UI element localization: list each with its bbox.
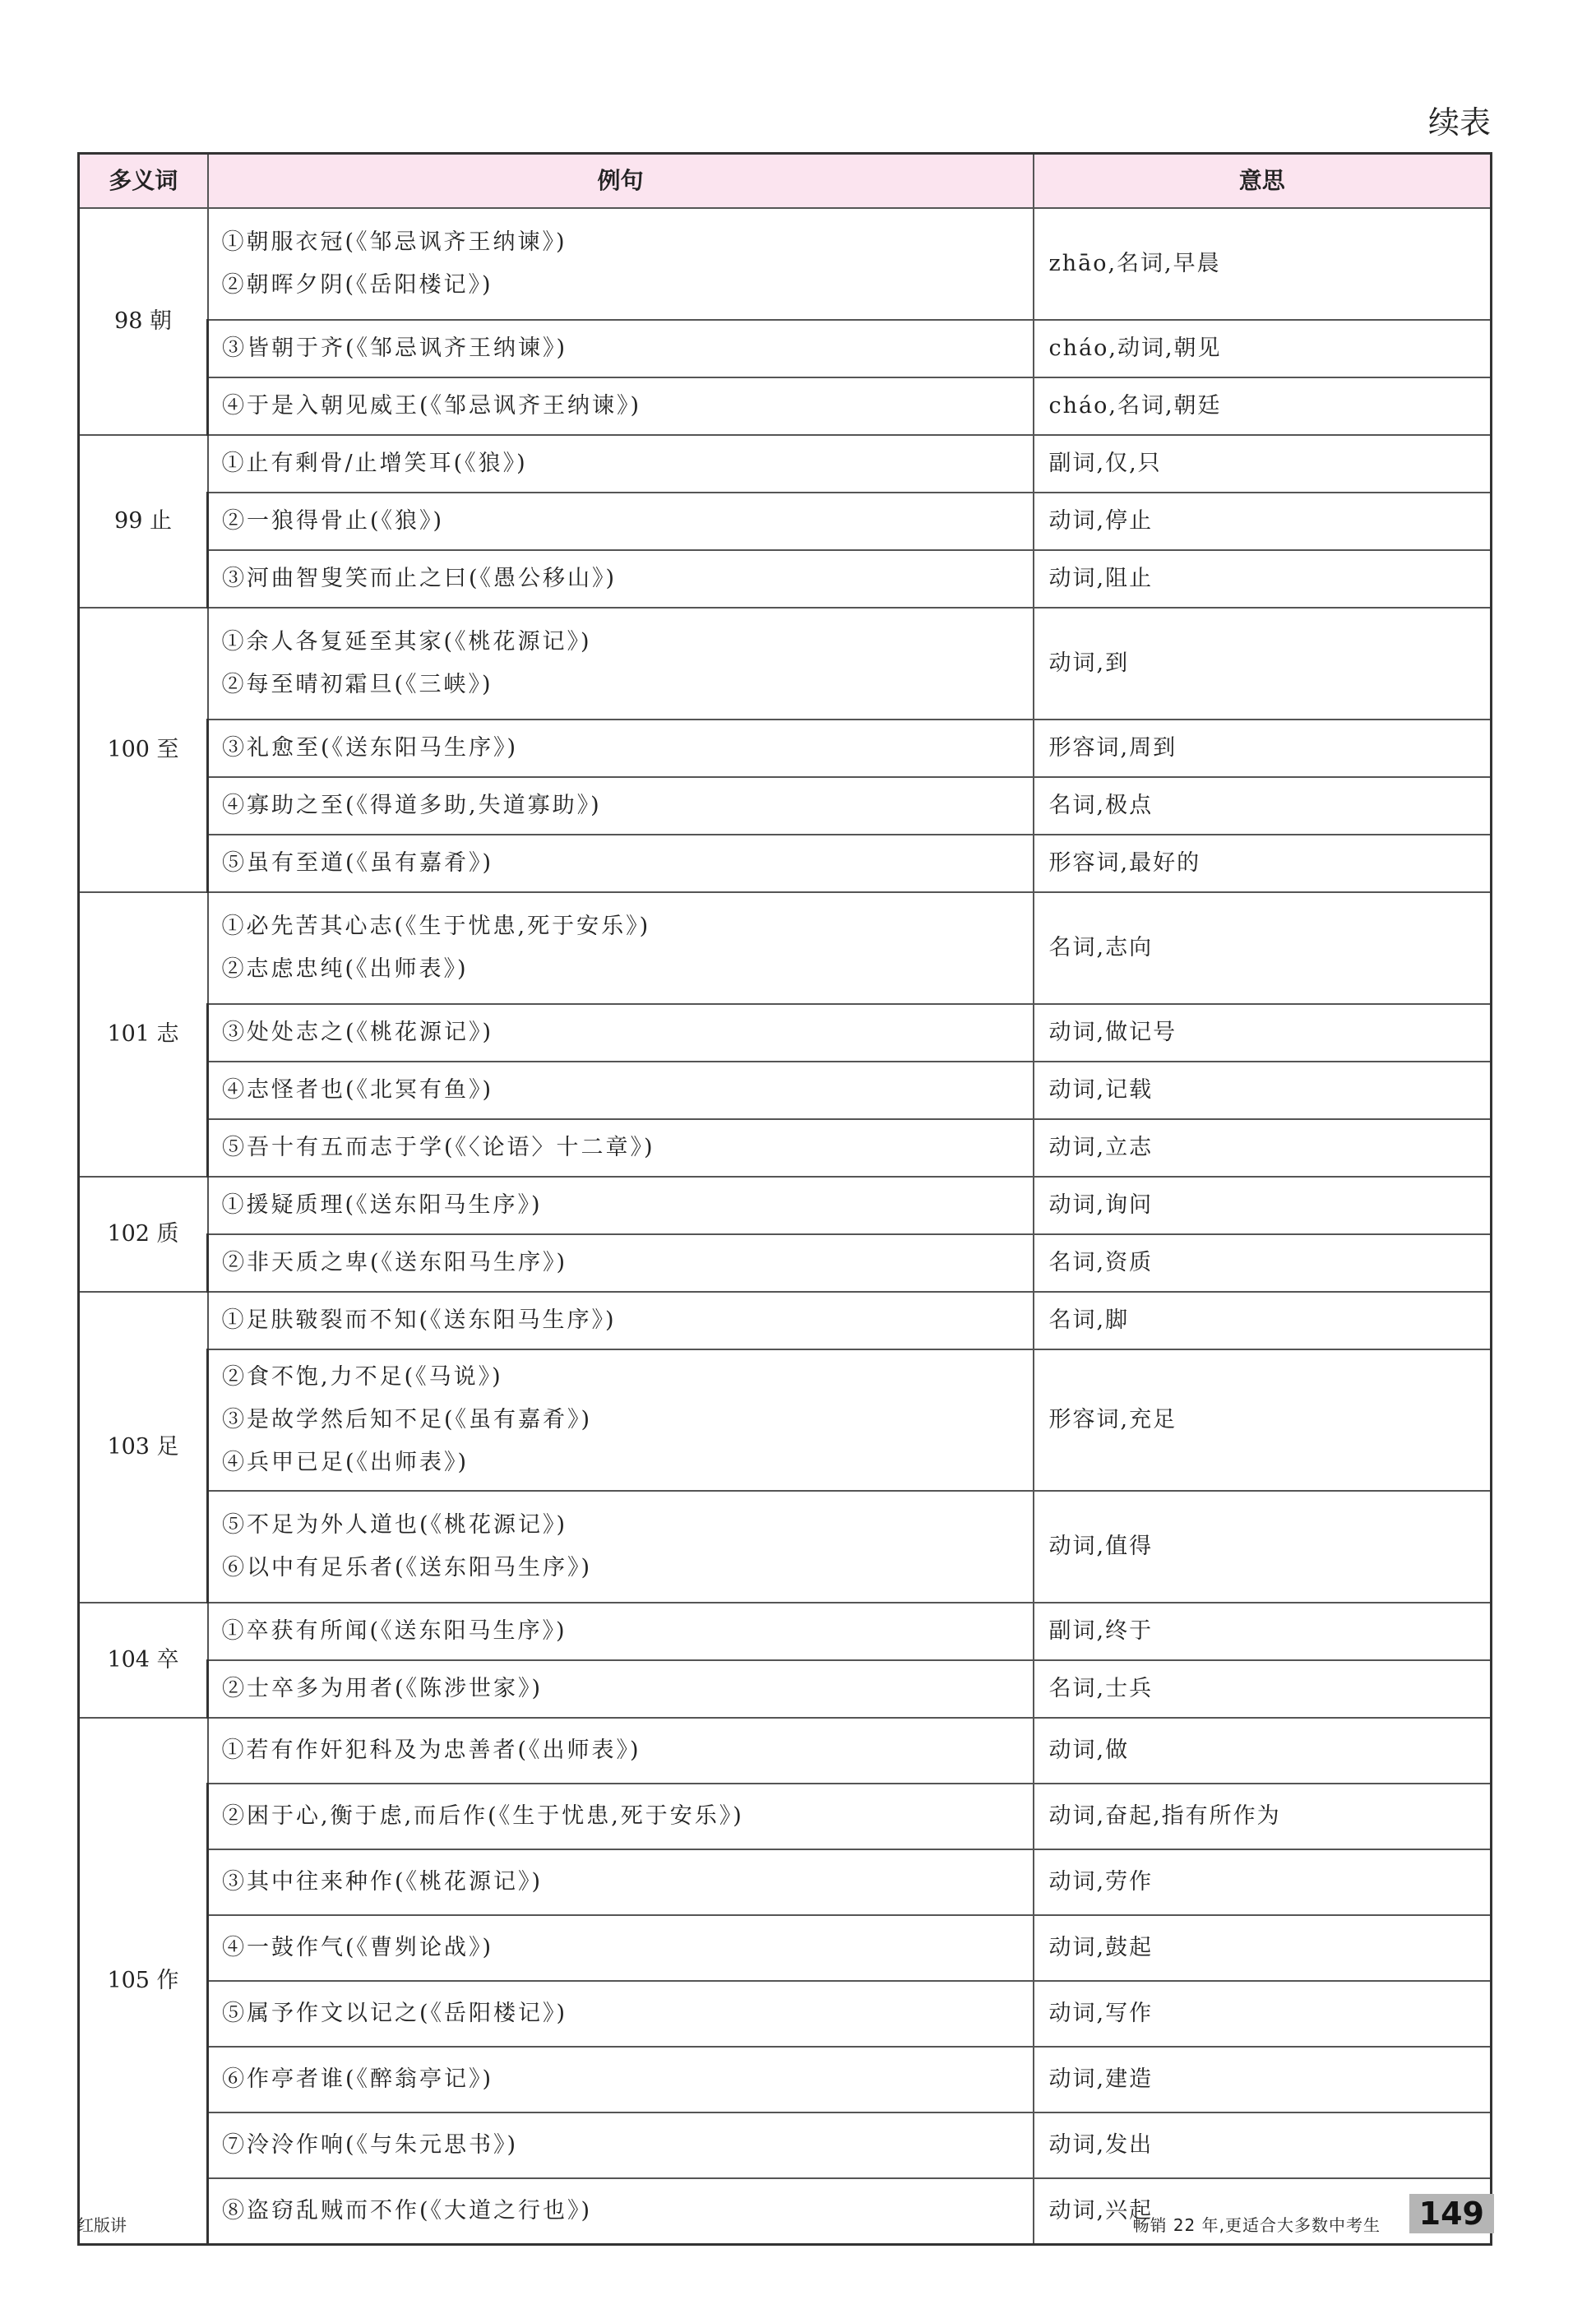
table-row: [79, 1292, 1492, 1349]
example-cell: [208, 1981, 1034, 2047]
example-sentence: ⑧盗窃乱贼而不作(《大道之行也》): [222, 2197, 593, 2224]
example-sentence: ①援疑质理(《送东阳马生序》): [221, 1192, 543, 1218]
meaning-cell: 名词,极点: [1034, 777, 1492, 835]
example-sentence: ①朝服衣冠(《邹忌讽齐王纳谏》): [221, 229, 567, 255]
table-row: [79, 208, 1492, 320]
header-example: 例句: [208, 154, 1034, 209]
word-cell: 101 志: [79, 892, 208, 1177]
example-cell: [208, 1660, 1034, 1718]
table-row: [79, 2112, 1492, 2178]
example-cell: [208, 1718, 1034, 1784]
table-row: [79, 892, 1492, 1004]
example-cell: [208, 1004, 1034, 1062]
example-sentence: ④寡助之至(《得道多助,失道寡助》): [222, 793, 602, 818]
meaning-cell: 动词,阻止: [1034, 550, 1492, 608]
example-sentence: ②困于心,衡于虑,而后作(《生于忧患,死于安乐》): [222, 1803, 744, 1829]
meaning-cell: 动词,做记号: [1034, 1004, 1492, 1062]
table-row: [79, 377, 1492, 435]
example-cell: [208, 2047, 1034, 2112]
example-sentence: ③皆朝于齐(《邹忌讽齐王纳谏》): [222, 335, 568, 361]
example-cell: [208, 2178, 1034, 2244]
example-sentence: ⑦泠泠作响(《与朱元思书》): [222, 2132, 519, 2158]
table-row: [79, 777, 1492, 835]
example-cell: [208, 2112, 1034, 2178]
example-sentence: ③河曲智叟笑而止之曰(《愚公移山》): [222, 566, 618, 591]
example-sentence: ④于是入朝见威王(《邹忌讽齐王纳谏》): [222, 393, 642, 419]
example-cell: [208, 320, 1034, 377]
example-sentence: ①止有剩骨/止增笑耳(《狼》): [221, 451, 528, 476]
example-cell: [208, 1062, 1034, 1119]
meaning-cell: 副词,仅,只: [1034, 435, 1492, 493]
meaning-cell: 动词,停止: [1034, 493, 1492, 550]
word-cell: 104 卒: [79, 1603, 208, 1718]
example-cell: [208, 493, 1034, 550]
example-sentence: ②志虑忠纯(《出师表》): [221, 956, 469, 982]
example-sentence: ①余人各复延至其家(《桃花源记》): [221, 629, 592, 655]
table-row: [79, 1915, 1492, 1981]
example-sentence: ④志怪者也(《北冥有鱼》): [222, 1077, 494, 1103]
example-sentence: ②每至晴初霜旦(《三峡》): [221, 672, 493, 697]
meaning-cell: 副词,终于: [1034, 1603, 1492, 1660]
meaning-cell: 动词,鼓起: [1034, 1915, 1492, 1981]
example-sentence: ①足肤皲裂而不知(《送东阳马生序》): [221, 1307, 617, 1333]
example-sentence: ③礼愈至(《送东阳马生序》): [222, 735, 519, 761]
example-cell: [208, 377, 1034, 435]
table-body: [79, 208, 1492, 2244]
meaning-cell: cháo,名词,朝廷: [1034, 377, 1492, 435]
example-sentence: ③处处志之(《桃花源记》): [222, 1020, 494, 1045]
meaning-cell: 动词,写作: [1034, 1981, 1492, 2047]
example-sentence: ⑤吾十有五而志于学(《〈论语〉十二章》): [222, 1135, 655, 1160]
example-sentence: ②一狼得骨止(《狼》): [222, 508, 445, 534]
table-row: [79, 608, 1492, 720]
example-cell: [208, 1119, 1034, 1177]
word-cell: 98 朝: [79, 208, 208, 435]
example-cell: [208, 208, 1034, 320]
example-cell: [208, 1292, 1034, 1349]
example-sentence: ①若有作奸犯科及为忠善者(《出师表》): [221, 1738, 641, 1763]
table-row: [79, 1349, 1492, 1491]
table-row: [79, 1718, 1492, 1784]
example-sentence: ①必先苦其心志(《生于忧患,死于安乐》): [221, 914, 651, 939]
table-row: [79, 1981, 1492, 2047]
meaning-cell: 动词,劳作: [1034, 1849, 1492, 1915]
continued-table-label: 续表: [1427, 104, 1491, 141]
meaning-cell: 动词,兴起: [1034, 2178, 1492, 2244]
table-row: [79, 320, 1492, 377]
example-cell: [208, 720, 1034, 777]
table-row: [79, 1234, 1492, 1292]
example-cell: [208, 892, 1034, 1004]
table-row: [79, 1119, 1492, 1177]
example-sentence: ②非天质之卑(《送东阳马生序》): [222, 1250, 568, 1275]
meaning-cell: 动词,奋起,指有所作为: [1034, 1784, 1492, 1849]
example-cell: [208, 777, 1034, 835]
example-cell: [208, 1915, 1034, 1981]
table-row: [79, 1004, 1492, 1062]
meaning-cell: 名词,士兵: [1034, 1660, 1492, 1718]
meaning-cell: 动词,到: [1034, 608, 1492, 720]
example-cell: [208, 1784, 1034, 1849]
meaning-cell: zhāo,名词,早晨: [1034, 208, 1492, 320]
example-sentence: ①卒获有所闻(《送东阳马生序》): [221, 1618, 567, 1644]
example-sentence: ⑤属予作文以记之(《岳阳楼记》): [222, 2001, 568, 2026]
word-cell: 102 质: [79, 1177, 208, 1292]
meaning-cell: cháo,动词,朝见: [1034, 320, 1492, 377]
meaning-cell: 名词,资质: [1034, 1234, 1492, 1292]
example-cell: [208, 1177, 1034, 1234]
page-number: 149: [1409, 2194, 1494, 2233]
table-row: [79, 1660, 1492, 1718]
word-cell: 100 至: [79, 608, 208, 892]
example-sentence: ⑤不足为外人道也(《桃花源记》): [222, 1512, 568, 1538]
table-header-row: [79, 154, 1492, 209]
table-row: [79, 835, 1492, 892]
meaning-cell: 形容词,最好的: [1034, 835, 1492, 892]
example-sentence: ④一鼓作气(《曹刿论战》): [222, 1935, 494, 1960]
meaning-cell: 形容词,周到: [1034, 720, 1492, 777]
example-sentence: ③是故学然后知不足(《虽有嘉肴》): [222, 1407, 593, 1432]
meaning-cell: 名词,志向: [1034, 892, 1492, 1004]
table-row: [79, 1784, 1492, 1849]
header-meaning: 意思: [1034, 154, 1492, 209]
example-sentence: ④兵甲已足(《出师表》): [222, 1450, 470, 1475]
meaning-cell: 动词,发出: [1034, 2112, 1492, 2178]
example-sentence: ③其中往来种作(《桃花源记》): [222, 1869, 544, 1895]
table-row: [79, 493, 1492, 550]
example-cell: [208, 1234, 1034, 1292]
example-cell: [208, 835, 1034, 892]
example-cell: [208, 550, 1034, 608]
table-row: [79, 1177, 1492, 1234]
example-sentence: ②士卒多为用者(《陈涉世家》): [222, 1676, 544, 1701]
example-sentence: ②朝晖夕阴(《岳阳楼记》): [221, 272, 493, 298]
table-row: [79, 1603, 1492, 1660]
example-cell: [208, 1603, 1034, 1660]
header-word: 多义词: [79, 154, 208, 209]
meaning-cell: 动词,做: [1034, 1718, 1492, 1784]
example-sentence: ⑥作亭者谁(《醉翁亭记》): [222, 2066, 494, 2092]
meaning-cell: 动词,询问: [1034, 1177, 1492, 1234]
example-cell: [208, 1349, 1034, 1491]
table-row: [79, 435, 1492, 493]
table-row: [79, 550, 1492, 608]
example-sentence: ②食不饱,力不足(《马说》): [222, 1364, 503, 1390]
meaning-cell: 动词,记载: [1034, 1062, 1492, 1119]
example-cell: [208, 435, 1034, 493]
table-row: [79, 2047, 1492, 2112]
table-row: [79, 1062, 1492, 1119]
example-cell: [208, 608, 1034, 720]
table-row: [79, 1849, 1492, 1915]
polysemous-word-table: [77, 152, 1492, 2246]
word-cell: 99 止: [79, 435, 208, 608]
meaning-cell: 名词,脚: [1034, 1292, 1492, 1349]
meaning-cell: 动词,建造: [1034, 2047, 1492, 2112]
example-sentence: ⑤虽有至道(《虽有嘉肴》): [222, 850, 494, 876]
example-cell: [208, 1491, 1034, 1603]
table-row: [79, 720, 1492, 777]
word-cell: 105 作: [79, 1718, 208, 2244]
meaning-cell: 动词,立志: [1034, 1119, 1492, 1177]
footer-brand: 红版讲: [77, 2215, 127, 2235]
meaning-cell: 形容词,充足: [1034, 1349, 1492, 1491]
footer-slogan: 畅销 22 年,更适合大多数中考生: [1132, 2215, 1381, 2235]
example-cell: [208, 1849, 1034, 1915]
example-sentence: ⑥以中有足乐者(《送东阳马生序》): [222, 1555, 593, 1580]
table-row: [79, 1491, 1492, 1603]
word-cell: 103 足: [79, 1292, 208, 1603]
meaning-cell: 动词,值得: [1034, 1491, 1492, 1603]
